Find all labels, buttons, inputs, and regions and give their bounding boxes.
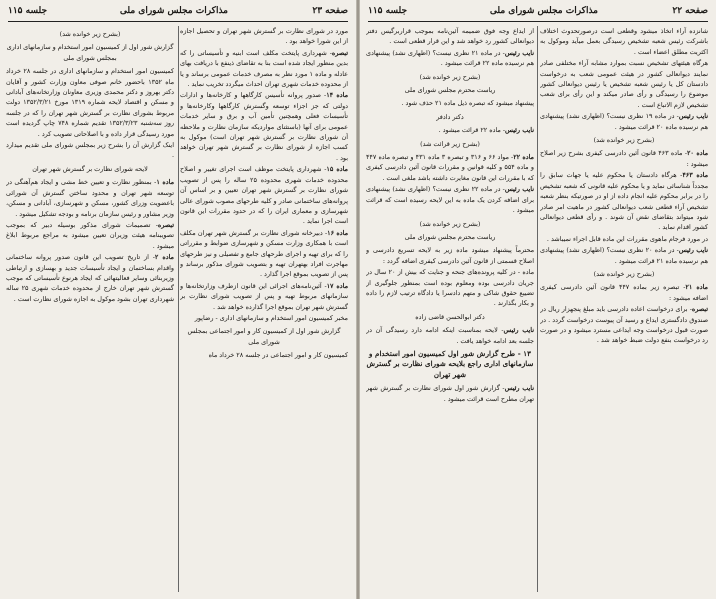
paragraph bbox=[180, 281, 348, 312]
paragraph bbox=[6, 140, 174, 161]
right-page-column-right bbox=[540, 26, 708, 594]
centered-heading: (بشرح زیر خوانده شد) bbox=[59, 30, 121, 38]
centered-heading: (بشرح زیر خوانده شد) bbox=[419, 72, 481, 81]
paragraph bbox=[180, 228, 348, 280]
paragraph bbox=[180, 48, 348, 90]
paragraph-heading: ماده ۲۰ bbox=[687, 149, 708, 158]
paragraph bbox=[366, 184, 534, 215]
centered-heading: ریاست محترم مجلس شورای ملی bbox=[404, 86, 496, 95]
paragraph-heading: ماده ۱۷ bbox=[326, 281, 348, 290]
column-divider bbox=[537, 26, 538, 592]
paragraph-heading: ماده ۴۶۳ bbox=[682, 171, 708, 180]
paragraph-heading: ماده ۱۴ bbox=[326, 91, 348, 100]
header-rule bbox=[8, 21, 348, 22]
paragraph bbox=[366, 325, 534, 346]
paragraph-text: در مورد فرجام ماهوی مقررات این ماده قابل اجراء نمیباشد . bbox=[546, 234, 708, 243]
paragraph bbox=[6, 66, 174, 139]
paragraph bbox=[366, 383, 534, 404]
left-page-column-left bbox=[6, 26, 174, 594]
paragraph-heading: ماده ۱۶ bbox=[327, 228, 348, 237]
paragraph-heading: تبصره bbox=[331, 48, 348, 57]
paragraph bbox=[366, 26, 534, 47]
centered-heading: (بشرح زیر خوانده شد) bbox=[593, 269, 655, 278]
paragraph-heading: نایب رئیس bbox=[678, 112, 708, 121]
header-rule bbox=[368, 21, 708, 22]
paragraph-heading: ماده ۱ bbox=[156, 178, 174, 187]
paragraph-text: - هرگاه دادستان یا محکوم علیه یا جهات سابق را مجدداً شناسائی نماید و یا محکوم علیه قانونی که شعبه تشخیص را در برابر محکوم علیه انجام داده از او در صورتیکه بنظر شعبه تشخیص آراء قطعی شعب دیوانعالی کشور در ماهیت امر صادر شود میتواند بتقاضای نقض آن شوند . و رأی قطعی دیوانعالی کشور اقدام نماید . bbox=[540, 171, 708, 232]
left-page-header bbox=[8, 6, 348, 20]
paragraph-text: هرگاه هیئتهای تشخیص نسبت بموارد مشابه آراء مختلفی صادر نمایند دیوانعالی کشور در هیئت عمومی شعب به درخواست دادستان کل یا رئیس شعبه تشخیص یا رئیس دیوانعالی کشور موضوع را رسیدگی و رأی صادر میکند و این رأی برای شعب تشخیص لازم الاتباع است . bbox=[540, 59, 708, 109]
paragraph-text: - دبیرخانه شورای نظارت بر گسترش شهر تهران مکلف است با همکاری وزارت مسکن و شهرسازی ضوابط و مقرراتی را که برای تهیه و اجرای طرحهای جامع و تفصیلی و نیز طرحهای مهاجرت افراد بهتهران تهیه و بتصویب شورای مذکور برساند و پس از تصویب بموقع اجرا گذارد . bbox=[180, 228, 348, 279]
paragraph-text: - در ماده ۲۰ نظری نیست؟ (اظهاری نشد) پیشنهادی هم نرسیده ماده ۲۱ قرائت میشود . bbox=[540, 246, 708, 265]
paragraph-text: - لایحه بمناسبت اینکه ادامه دارد رسیدگی آن در جلسه بعد ادامه خواهد یافت . bbox=[366, 326, 534, 345]
paragraph-text: کمیسیون امور استخدام و سازمانهای اداری در جلسه ۲۸ خرداد ماه ۱۳۵۲ باحضور خانم صوفی معاون وزارت کشور و آقایان دکتر بهروز و دکتر محمدی وزیری معاونان وزارتخانه‌های آبادانی و مسکن و اقتصاد لایحه شماره ۱۳۱۹ مورخ ۱۳۵۲/۳/۲۱ دولت مربوط بشورای نظارت بر گسترش شهر تهران را که در جلسه روز سه‌شنبه ۱۳۵۲/۳/۲۳ تقدیم شماره ۷۴۸ چاپ گردیده است مورد رسیدگی قرار داده و با اصلاحاتی تصویب کرد . bbox=[6, 67, 174, 138]
paragraph bbox=[540, 58, 708, 110]
paragraph-text: - صدور پروانه تأسیس کارگاهها و کارخانه‌ها و ادارات دولتی که جز اجزاء توسعه وگسترش کارگاهها وکارخانه‌ها و تأسیسات فعلی وهمچنین تأمین آب و برق و سایر خدمات عمومی برای آنها (باستثنای مواردیکه سازمان نظارت و ملاحظه آن شورای نظارت بر گسترش شهر تهران است) موکول به کسب اجازه از شورای نظارت بر گسترش شهر تهران خواهد بود . bbox=[180, 91, 348, 162]
paragraph-heading: نایب رئیس bbox=[505, 126, 534, 135]
paragraph-text: از ایداع وجه فوق ضمیمه آئین‌نامه بموجب قراربرگیس دفتر دیوانعالی کشور رد خواهد شد و این قرار قطعی است . bbox=[366, 27, 534, 46]
left-page-column-right bbox=[180, 26, 348, 594]
paragraph bbox=[6, 220, 174, 251]
paragraph-text: - مواد ۶۶ و ۳۱۶ و تبصره ۳ ماده ۴۳۱ و تبصره ماده ۴۴۷ و ماده ۵۵۴ و کلیه قوانین و مقررات قانون آئین دادرسی کیفری که با مقررات این قانون مغایرت داشته باشد ملغی است . bbox=[366, 153, 534, 182]
paragraph bbox=[366, 98, 534, 108]
paragraph-text: - در ماده ۲۱ نظری نیست؟ (اظهاری نشد) پیشنهادی هم نرسیده ماده ۲۲ قرائت میشود . bbox=[366, 48, 534, 68]
paragraph-heading: تبصره bbox=[691, 305, 708, 314]
paragraph bbox=[366, 48, 534, 69]
paragraph-text: - گزارش شور اول شورای نظارت بر گسترش شهر تهران مطرح است قرائت میشود . bbox=[366, 384, 534, 403]
right-page-header bbox=[368, 6, 708, 20]
centered-heading: (بشرح زیر خوانده شد) bbox=[419, 219, 481, 228]
paragraph bbox=[540, 245, 708, 266]
paragraph-text: - تصمیمات شورای مذکور بوسیله دبیر که بموجب تصویبنامه هیئت وزیران تعیین میشود به مراجع مربوط ابلاغ میشود . bbox=[6, 220, 174, 250]
paragraph-heading: نایب رئیس bbox=[504, 384, 534, 393]
centered-heading: دکتر ابوالحسن قاضی زاده bbox=[415, 312, 485, 321]
paragraph-heading: نایب رئیس bbox=[504, 48, 534, 57]
paragraph-text: - در ماده ۱۹ نظری نیست؟ (اظهاری نشد) پیشنهادی هم نرسیده ماده ۲۰ قرائت میشود . bbox=[540, 112, 708, 131]
paragraph bbox=[180, 313, 348, 323]
paragraph bbox=[366, 245, 534, 266]
paragraph-text: - ماده ۲۲ قرائت میشود . bbox=[438, 126, 506, 135]
centered-heading: (بشرح زیر خوانده شد) bbox=[593, 136, 655, 145]
paragraph-text: پیشنهاد میشود که تبصره ذیل ماده ۲۱ حذف شود . bbox=[401, 99, 534, 108]
paragraph-heading: ماده ۲ bbox=[154, 253, 174, 262]
paragraph-text: - شهرداری پایتخت موظف است اجرای تغییر و اصلاح محدوده خدمات شهری محدوده ۲۵ ساله را پس از تصویب شورای نظارت بر گسترش شهر تهران تعیین و بر اساس آن پروانه‌های ساختمانی صادر و کلیه طرحهای مصوب شورای عالی شهرسازی و معماری ایران را که در حدود مقررات این قانون است اجرا نماید . bbox=[180, 165, 348, 226]
right-page-title: مذاکرات مجلس شورای ملی bbox=[489, 6, 598, 16]
right-page bbox=[360, 0, 716, 599]
paragraph-text: ماده - در کلیه پرونده‌های جنحه و جنایت که بیش از ۲۰ سال در جریان دادرسی بوده ومعلوم بوده است بمنظور جلوگیری از تضییع حقوق شاکی و متهم دادسرا یا دادگاه ترتیب لازم را داده و بکار بگذارند . bbox=[366, 268, 534, 308]
centered-heading: لایحه شورای نظارت بر گسترش شهر تهران bbox=[32, 164, 148, 173]
paragraph-text: - تبصره زیر بماده ۴۴۷ قانون آئین دادرسی کیفری اضافه میشود : bbox=[540, 283, 708, 302]
paragraph-heading: تبصره bbox=[157, 220, 174, 229]
paragraph bbox=[180, 26, 348, 47]
paragraph-text: - ماده ۴۶۳ قانون آئین دادرسی کیفری بشرح زیر اصلاح میشود : bbox=[540, 149, 708, 168]
paragraph-heading: نایب رئیس bbox=[503, 326, 534, 335]
paragraph-text: مورد در شورای نظارت بر گسترش شهر تهران و تحصیل اجازه از این شورا خواهد بود . bbox=[180, 27, 348, 46]
paragraph bbox=[366, 267, 534, 309]
left-page-session: جلسه ۱۱۵ bbox=[8, 6, 48, 16]
left-page-label: صفحه ۲۳ bbox=[312, 6, 348, 16]
centered-heading: گزارش شور اول از کمیسیون کار و امور اجتماعی بمجلس شورای ملی bbox=[187, 327, 341, 346]
paragraph-text: - از تاریخ تصویب این قانون صدور پروانه ساختمانی واقدام بساختمان و ایجاد تأسیسات جدید و بهسازی و ارتباطی وزیربنائی وسایر فعالیتهائی که ایجاد هرنوع تأسیساتی که موجب گسترش شهر تهران خارج از محدوده خدمات شهری ۲۵ ساله شهرداری تهران بشود موکول به اجازه شورای نظارت است . bbox=[6, 253, 174, 303]
centered-heading: گزارش شور اول از کمیسیون امور استخدام و سازمانهای اداری بمجلس شورای ملی bbox=[6, 43, 174, 62]
paragraph bbox=[6, 252, 174, 304]
paragraph bbox=[366, 152, 534, 183]
paragraph-text: اینک گزارش آن را بشرح زیر بمجلس شورای ملی تقدیم میدارد . bbox=[6, 141, 174, 160]
paragraph bbox=[540, 282, 708, 303]
right-page-session: جلسه ۱۱۵ bbox=[368, 6, 408, 16]
centered-heading: ریاست محترم مجلس شورای ملی bbox=[404, 232, 496, 241]
paragraph-heading: ماده ۲۱ bbox=[685, 283, 708, 292]
paragraph-text: - آئین‌نامه‌های اجرائی این قانون ازطرف وزارتخانه‌ها و سازمانهای مربوط تهیه و پس از تصویب شورای نظارت بر گسترش شهر تهران بموقع اجرا گذارده خواهد شد . bbox=[180, 281, 348, 311]
paragraph bbox=[540, 26, 708, 57]
paragraph-text: - شهرداری پایتخت مکلف است ابنیه و تأسیساتی را که بدین منظور ایجاد شده است بنا به تقاضای ذینفع با دریافت بهای عادله و ماده ۱ مورد نظر به مصرف خدمات عمومی برساند و یا از محدوده خدمات شهری تهران احداث میگردد تخریب نماید . bbox=[180, 48, 348, 89]
paragraph-text: شانزده آراء اتخاذ میشود وقطعی است درصورتحدوث اختلاف باشرکت رئیس شعبه تشخیص رسیدگی بعمل میآید وموکول به اکثریت مطلق اعضاء است . bbox=[540, 27, 708, 56]
paragraph-heading: نایب رئیس bbox=[504, 185, 534, 194]
centered-heading: (بشرح زیر قرائت شد) bbox=[420, 139, 480, 148]
right-page-column-left bbox=[366, 26, 534, 594]
paragraph-text: کمیسیون کار و امور اجتماعی در جلسه ۲۸ خرداد ماه bbox=[208, 351, 348, 360]
paragraph-heading: نایب رئیس bbox=[678, 246, 708, 255]
left-page-title: مذاکرات مجلس شورای ملی bbox=[119, 6, 228, 16]
right-page-label: صفحه ۲۲ bbox=[672, 6, 708, 16]
paragraph bbox=[180, 164, 348, 226]
paragraph bbox=[540, 234, 708, 244]
paragraph bbox=[540, 148, 708, 169]
paragraph bbox=[366, 125, 534, 135]
paragraph bbox=[180, 90, 348, 163]
paragraph-text: محترماً پیشنهاد میشود ماده زیر به لایحه تسریع دادرسی و اصلاح قسمتی از قانون آئین دادرسی کیفری اضافه گردد : bbox=[366, 246, 534, 265]
paragraph-heading: ماده ۲۲ bbox=[513, 153, 534, 162]
paragraph-text: - در ماده ۲۲ نظری نیست؟ (اظهاری نشد) پیشنهادی برای اضافه کردن یک ماده به این لایحه رسیده است که قرائت میشود . bbox=[366, 185, 534, 215]
paragraph bbox=[6, 177, 174, 219]
paragraph-text: مخبر کمیسیون امور استخدام و سازمانهای اداری - رضاپور bbox=[194, 313, 348, 322]
paragraph bbox=[540, 111, 708, 132]
column-divider bbox=[178, 26, 179, 592]
paragraph-text: - برای درخواست اعاده دادرسی باید مبلغ پنجهزار ریال در صندوق دادگستری ایداع و رسید آن پیوست درخواست گردد . در صورت قبول درخواست وجه ایداعی مسترد میشود و در صورت رد درخواست بنفع دولت ضبط خواهد شد . bbox=[540, 305, 708, 345]
paragraph-text: - بمنظور نظارت و تعیین خط مشی و ایجاد هم‌آهنگی در توسعه شهر تهران و محدود ساختن گسترش آن شورائی باعضویت وزرای کشور، مسکن و شهرسازی، آبادانی و مسکن، وزیر مشاور و رئیس سازمان برنامه و بودجه تشکیل میشود . bbox=[6, 178, 174, 218]
centered-heading: دکتر دادفر bbox=[436, 112, 464, 121]
paragraph bbox=[180, 350, 348, 360]
left-page bbox=[0, 0, 356, 599]
centered-heading: ۱۳ - طرح گزارش شور اول کمیسیون امور استخدام و سازمانهای اداری راجع بلایحه شورای نظارت بر گسترش شهر تهران bbox=[366, 348, 534, 379]
paragraph bbox=[540, 304, 708, 346]
paragraph bbox=[540, 170, 708, 232]
paragraph-heading: ماده ۱۵ bbox=[326, 165, 348, 174]
